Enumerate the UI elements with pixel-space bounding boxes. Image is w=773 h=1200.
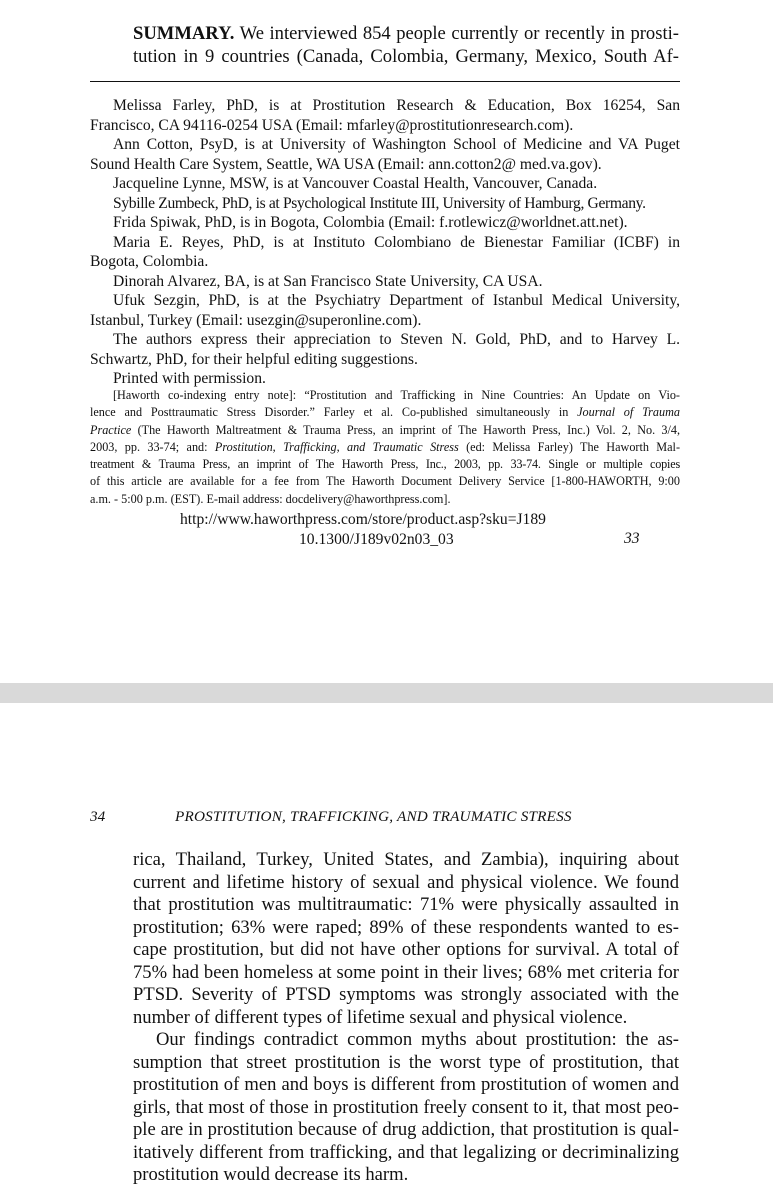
footnote-line: Schwartz, PhD, for their helpful editing suggestions. — [90, 350, 418, 368]
footnote-line: Istanbul, Turkey (Email: usezgin@superonline.com). — [90, 311, 422, 329]
article-links — [180, 510, 546, 550]
body-line: PTSD. Severity of PTSD symptoms was strongly associated with the — [133, 984, 679, 1005]
summary-paragraph — [133, 22, 679, 68]
body-line: current and lifetime history of sexual and physical violence. We found — [133, 871, 679, 893]
footnote-line: Printed with permission. — [113, 370, 266, 387]
body-line: girls, that most of those in prostitution freely consent to it, that most peo- — [133, 1096, 679, 1118]
footnote-line: Jacqueline Lynne, MSW, is at Vancouver Coastal Health, Vancouver, Canada. — [113, 175, 598, 192]
body-line: rica, Thailand, Turkey, United States, and Zambia), inquiring about — [133, 849, 679, 870]
summary-continuation — [133, 849, 679, 1187]
coindex-line: Practice (The Haworth Maltreatment & Trauma Press, an imprint of The Haworth Press, Inc.) Vol. 2, No. 3/4, — [90, 422, 681, 437]
summary-line: SUMMARY. We interviewed 854 people currently or recently in prosti- — [133, 23, 679, 44]
footnote-line: Frida Spiwak, PhD, is in Bogota, Colombia (Email: f.rotlewicz@worldnet.att.net). — [113, 214, 628, 231]
author-footnotes — [90, 96, 680, 389]
coindex-line: 2003, pp. 33-74; and: Prostitution, Trafficking, and Traumatic Stress (ed: Melissa Farley) The Haworth Mal- — [90, 439, 681, 454]
article-doi[interactable]: 10.1300/J189v02n03_03 — [299, 531, 454, 548]
summary-label: SUMMARY. — [133, 23, 235, 44]
page-number: 33 — [624, 530, 640, 547]
summary-line: tution in 9 countries (Canada, Colombia, Germany, Mexico, South Af- — [133, 46, 679, 67]
body-line: number of different types of lifetime sexual and physical violence. — [133, 1006, 628, 1028]
article-url[interactable]: http://www.haworthpress.com/store/product.asp?sku=J189 — [180, 511, 546, 528]
body-line: itatively different from trafficking, and that legalizing or decriminalizing — [133, 1141, 679, 1163]
footnote-line: Maria E. Reyes, PhD, is at Instituto Colombiano de Bienestar Familiar (ICBF) in — [113, 233, 680, 251]
body-line: Our findings contradict common myths about prostitution: the as- — [156, 1029, 679, 1050]
page-number: 34 — [90, 808, 106, 825]
footnote-line: Sybille Zumbeck, PhD, is at Psychological Institute III, University of Hamburg, Germany. — [113, 194, 646, 212]
footnote-line: Sound Health Care System, Seattle, WA USA (Email: ann.cotton2@ med.va.gov). — [90, 155, 602, 173]
coindex-line: treatment & Trauma Press, an imprint of The Haworth Press, Inc., 2003, pp. 33-74. Single or multiple copies — [90, 457, 680, 472]
footnote-line: Ann Cotton, PsyD, is at University of Washington School of Medicine and VA Puget — [113, 136, 680, 153]
footnote-line: Bogota, Colombia. — [90, 253, 209, 270]
coindex-line: a.m. - 5:00 p.m. (EST). E-mail address: docdelivery@haworthpress.com]. — [90, 491, 451, 506]
body-line: ple are in prostitution because of drug addiction, that prostitution is qual- — [133, 1119, 679, 1140]
footnote-line: Dinorah Alvarez, BA, is at San Francisco State University, CA USA. — [113, 272, 543, 290]
footnote-line: Francisco, CA 94116-0254 USA (Email: mfarley@prostitutionresearch.com). — [90, 116, 574, 134]
footnote-line: The authors express their appreciation to Steven N. Gold, PhD, and to Harvey L. — [113, 331, 680, 348]
body-line: sumption that street prostitution is the worst type of prostitution, that — [133, 1051, 679, 1073]
coindex-line: [Haworth co-indexing entry note]: “Prostitution and Trafficking in Nine Countries: An Update on Vio- — [113, 388, 680, 402]
coindex-line: of this article are available for a fee from The Haworth Document Delivery Service [1-800-HAWORTH, 9:00 — [90, 474, 680, 489]
running-head-title: PROSTITUTION, TRAFFICKING, AND TRAUMATIC STRESS — [175, 808, 572, 825]
body-line: prostitution would decrease its harm. — [133, 1164, 409, 1185]
coindexing-note — [90, 387, 680, 508]
footnote-divider — [90, 81, 680, 82]
body-line: 75% had been homeless at some point in their lives; 68% met criteria for — [133, 961, 679, 983]
footnote-line: Ufuk Sezgin, PhD, is at the Psychiatry Department of Istanbul Medical University, — [113, 292, 680, 309]
page-separator — [0, 683, 773, 703]
body-line: prostitution of men and boys is different from prostitution of women and — [133, 1074, 679, 1095]
body-line: that prostitution was multitraumatic: 71% were physically assaulted in — [133, 894, 679, 915]
body-line: cape prostitution, but did not have other options for survival. A total of — [133, 939, 679, 960]
footnote-line: Melissa Farley, PhD, is at Prostitution Research & Education, Box 16254, San — [113, 97, 680, 114]
body-line: prostitution; 63% were raped; 89% of these respondents wanted to es- — [133, 916, 679, 938]
coindex-line: lence and Posttraumatic Stress Disorder.” Farley et al. Co-published simultaneously in Journal of Trauma — [90, 405, 680, 420]
